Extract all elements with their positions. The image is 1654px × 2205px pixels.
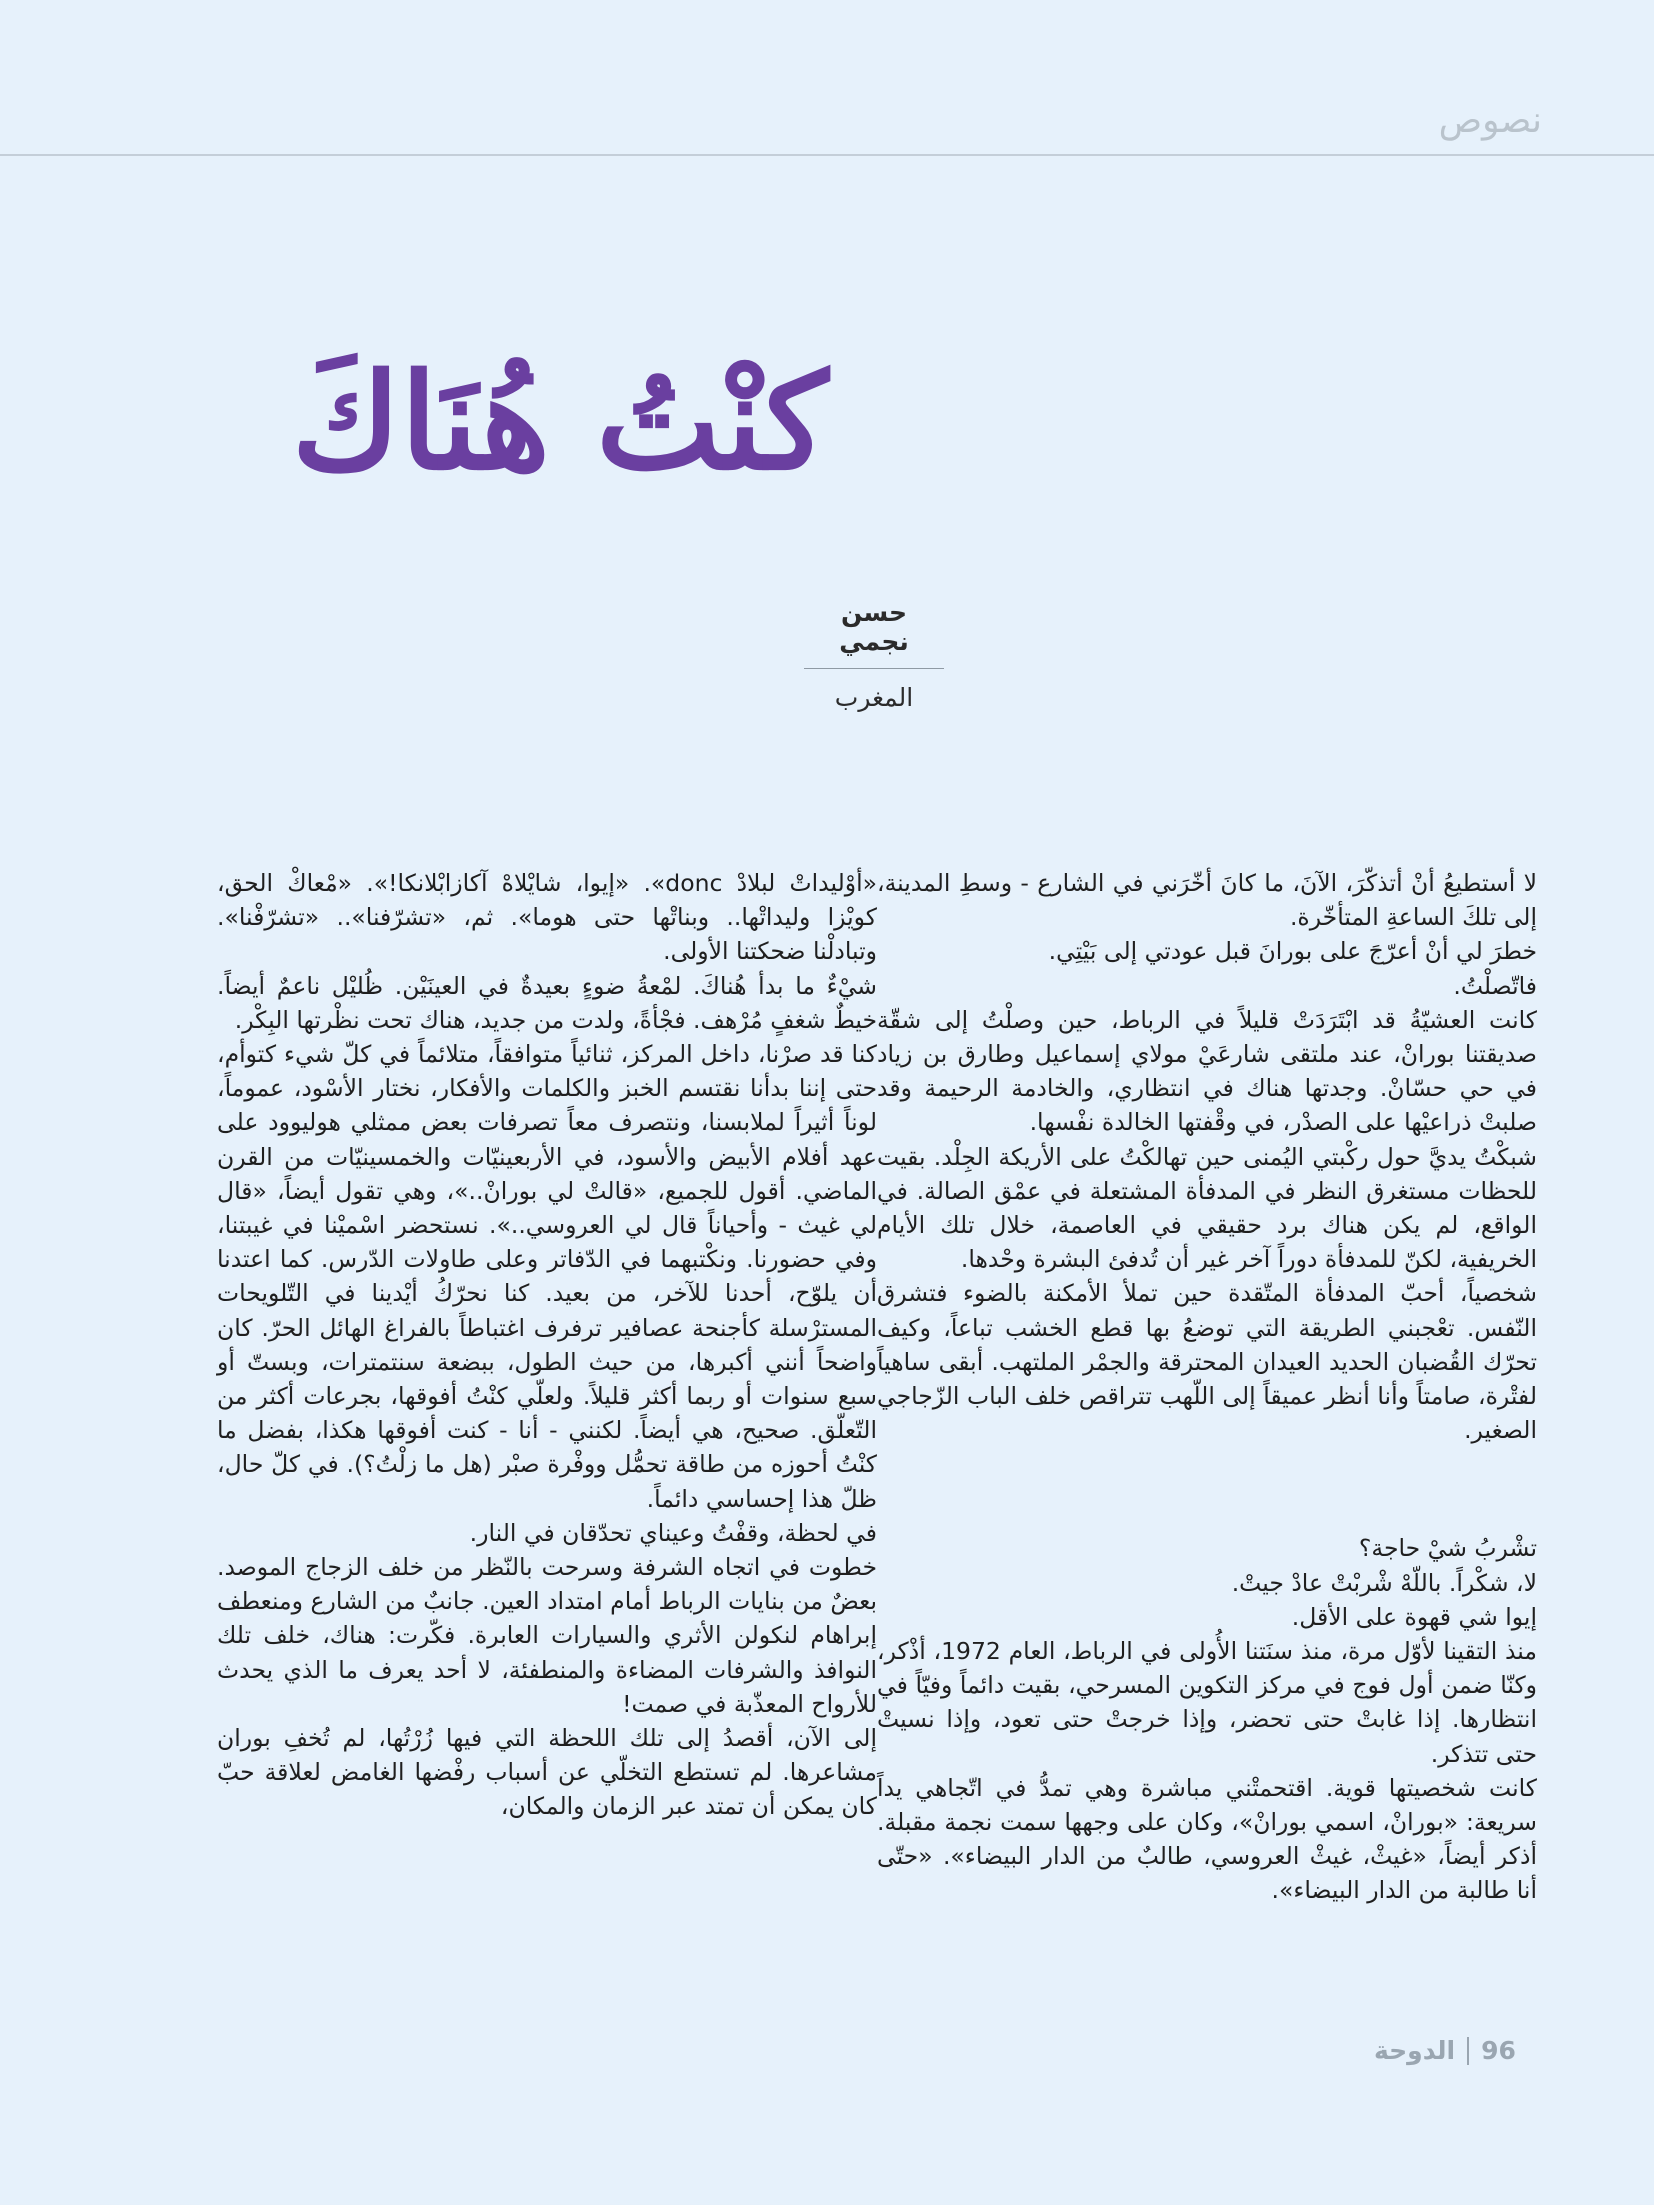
text-column-left [217, 866, 877, 1824]
page-footer [1374, 2036, 1516, 2065]
paragraph: «أوْليداتْ لبلادْ donc». «إيوا، شايْلاهْ آكازابْلانكا!». «مْعاكْ الحق، كويْزا وليداتْها.. وبناتْها حتى هوما». ثم، «تشرّفنا».. «تشرّفْنا». وتبادلْنا ضحكتنا الأولى. [217, 869, 877, 966]
paragraph: خطرَ لي أنْ أعرّجَ على بورانَ قبل عودتي إلى بَيْتِي. [1048, 937, 1537, 966]
byline [804, 598, 944, 712]
header-divider [0, 154, 1654, 156]
author-name: حسن نجمي [804, 598, 944, 669]
paragraph: منذ التقينا لأوّل مرة، منذ سنَتنا الأُولى في الرباط، العام 1972، أذْكر، وكنّا ضمن أول فوج في مركز التكوين المسرحي، بقيت دائماً وفيّاً في انتظارها. إذا غابتْ حتى تحضر، وإذا خرجتْ حتى تعود، وإذا نسيتْ حتى تتذكر. [877, 1637, 1537, 1768]
footer-separator [1467, 2037, 1469, 2065]
paragraph: كنا قد صرْنا، داخل المركز، ثنائياً متوافقاً، متلائماً في كلّ شيء كتوأم، حتى إننا بدأنا نقتسم الخبز والكلمات والأفكار، نختار الأسْود، عموماً، لوناً أثيراً لملابسنا، ونتصرف معاً تصرفات بعض ممثلي هوليوود على عهد أفلام الأبيض والأسود، في الأربعينيّات والخمسينيّات من القرن الماضي. أقول للجميع، «قالتْ لي بورانْ..»، وهي تقول أيضاً، «قال لي غيث - وأحياناً قال لي العروسي..». نستحضر اسْميْنا في غيبتنا، وفي حضورنا. ونكْتبهما في الدّفاتر وعلى طاولات الدّرس. كما اعتدنا أن يلوّح، أحدنا للآخر، من بعيد. كنا نحرّكُ أيْدينا في التّلويحات المسترْسلة كأجنحة عصافير ترفرف اغتباطاً بالفراغ الهائل الحرّ. كان واضحاً أنني أكبرها، من حيث الطول، ببضعة سنتمترات، وبستّ أو سبع سنوات أو ربما أكثر قليلاً. ولعلّي كنْتُ أفوقها، بجرعات أكثر من التّعلّق. صحيح، هي أيضاً. لكنني - أنا - كنت أفوقها هكذا، بفضل ما كنْتُ أحوزه من طاقة تحمُّل ووفْرة صبْر (هل ما زلْتُ؟). في كلّ حال، ظلّ هذا إحساسي دائماً. [217, 1040, 877, 1513]
paragraph: كانت العشيّةُ قد ابْتَرَدَتْ قليلاً في الرباط، حين وصلْتُ إلى شقّة صديقتنا بورانْ، عند ملتقى شارعَيْ مولاي إسماعيل وطارق بن زياد في حي حسّانْ. وجدتها هناك في انتظاري، والخادمة الرحيمة وقد صلبتْ ذراعيْها على الصدْر، في وقْفتها الخالدة نفْسها. [877, 1005, 1537, 1137]
dialogue-line: تشْربُ شيْ حاجة؟ [1358, 1534, 1537, 1563]
dialogue-line: لا، شكْراً. باللّهْ شْربْتْ عادْ جيتْ. [1231, 1568, 1537, 1597]
text-column-right [877, 866, 1537, 1908]
dialogue-line: إيوا شي قهوة على الأقل. [1291, 1602, 1537, 1631]
paragraph: خطوت في اتجاه الشرفة وسرحت بالنّظر من خلف الزجاج الموصد. بعضٌ من بنايات الرباط أمام امتداد العين. جانبٌ من الشارع ومنعطف إبراهام لنكولن الأثري والسيارات العابرة. فكّرت: هناك، خلف تلك النوافذ والشرفات المضاءة والمنطفئة، لا أحد يعرف ما الذي يحدث للأرواح المعذّبة في صمت! [217, 1553, 877, 1718]
article-title: كنْتُ هُنَاكَ [291, 345, 829, 501]
paragraph: لا أستطيعُ أنْ أتذكّرَ، الآنَ، ما كانَ أخّرَني في الشارع - وسطِ المدينة، إلى تلكَ الساعةِ المتأخّرة. [877, 869, 1537, 932]
paragraph: كانت شخصيتها قوية. اقتحمتْني مباشرة وهي تمدُّ في اتّجاهي يداً سريعة: «بورانْ، اسمي بورانْ»، وكان على وجهها سمت نجمة مقبلة. أذكر أيضاً، «غيثْ، غيثْ العروسي، طالبٌ من الدار البيضاء». «حتّى أنا طالبة من الدار البيضاء». [877, 1773, 1537, 1905]
magazine-name: الدوحة [1374, 2036, 1456, 2065]
page-number: 96 [1481, 2036, 1516, 2065]
paragraph: إلى الآن، أقصدُ إلى تلك اللحظة التي فيها زُرْتُها، لم تُخفِ بوران مشاعرها. لم تستطع التخلّي عن أسباب رفْضها الغامض لعلاقة حبّ كان يمكن أن تمتد عبر الزمان والمكان، [217, 1724, 877, 1821]
section-label: نصوص [1438, 100, 1542, 141]
paragraph-gap [877, 1447, 1537, 1531]
paragraph: شخصياً، أحبّ المدفأة المتّقدة حين تملأ الأمكنة بالضوء فتشرق النّفس. تعْجبني الطريقة التي توضعُ بها قطع الخشب تباعاً، وكيف تحرّك القُضبان الحديد العيدان المحترقة والجمْر الملتهب. أبقى ساهياً لفتْرة، صامتاً وأنا أنظر عميقاً إلى اللّهب تتراقص خلف الباب الزّجاجي الصغير. [877, 1279, 1537, 1445]
paragraph: في لحظة، وقفْتُ وعيناي تحدّقان في النار. [469, 1518, 877, 1547]
paragraph: شيْءٌ ما بدأ هُناكَ. لمْعةُ ضوءٍ بعيدةٌ في العينَيْن. ظُليْل ناعمٌ أيضاً. خيطٌ شغفٍ مُرْهف. فجْأةً، ولدت من جديد، هناك تحت نظْرتها البِكْر. [217, 971, 877, 1034]
author-country: المغرب [834, 683, 914, 712]
paragraph: فاتّصلْتُ. [1453, 971, 1537, 1000]
paragraph: شبكْتُ يديَّ حول ركْبتي اليُمنى حين تهالكْتُ على الأريكة الجِلْد. بقيت للحظات مستغرق النظر في المدفأة المشتعلة في عمْق الصالة. في الواقع، لم يكن هناك برد حقيقي في العاصمة، خلال تلك الأيام الخريفية، لكنّ للمدفأة دوراً آخر غير أن تُدفئ البشرة وحْدها. [877, 1142, 1537, 1274]
